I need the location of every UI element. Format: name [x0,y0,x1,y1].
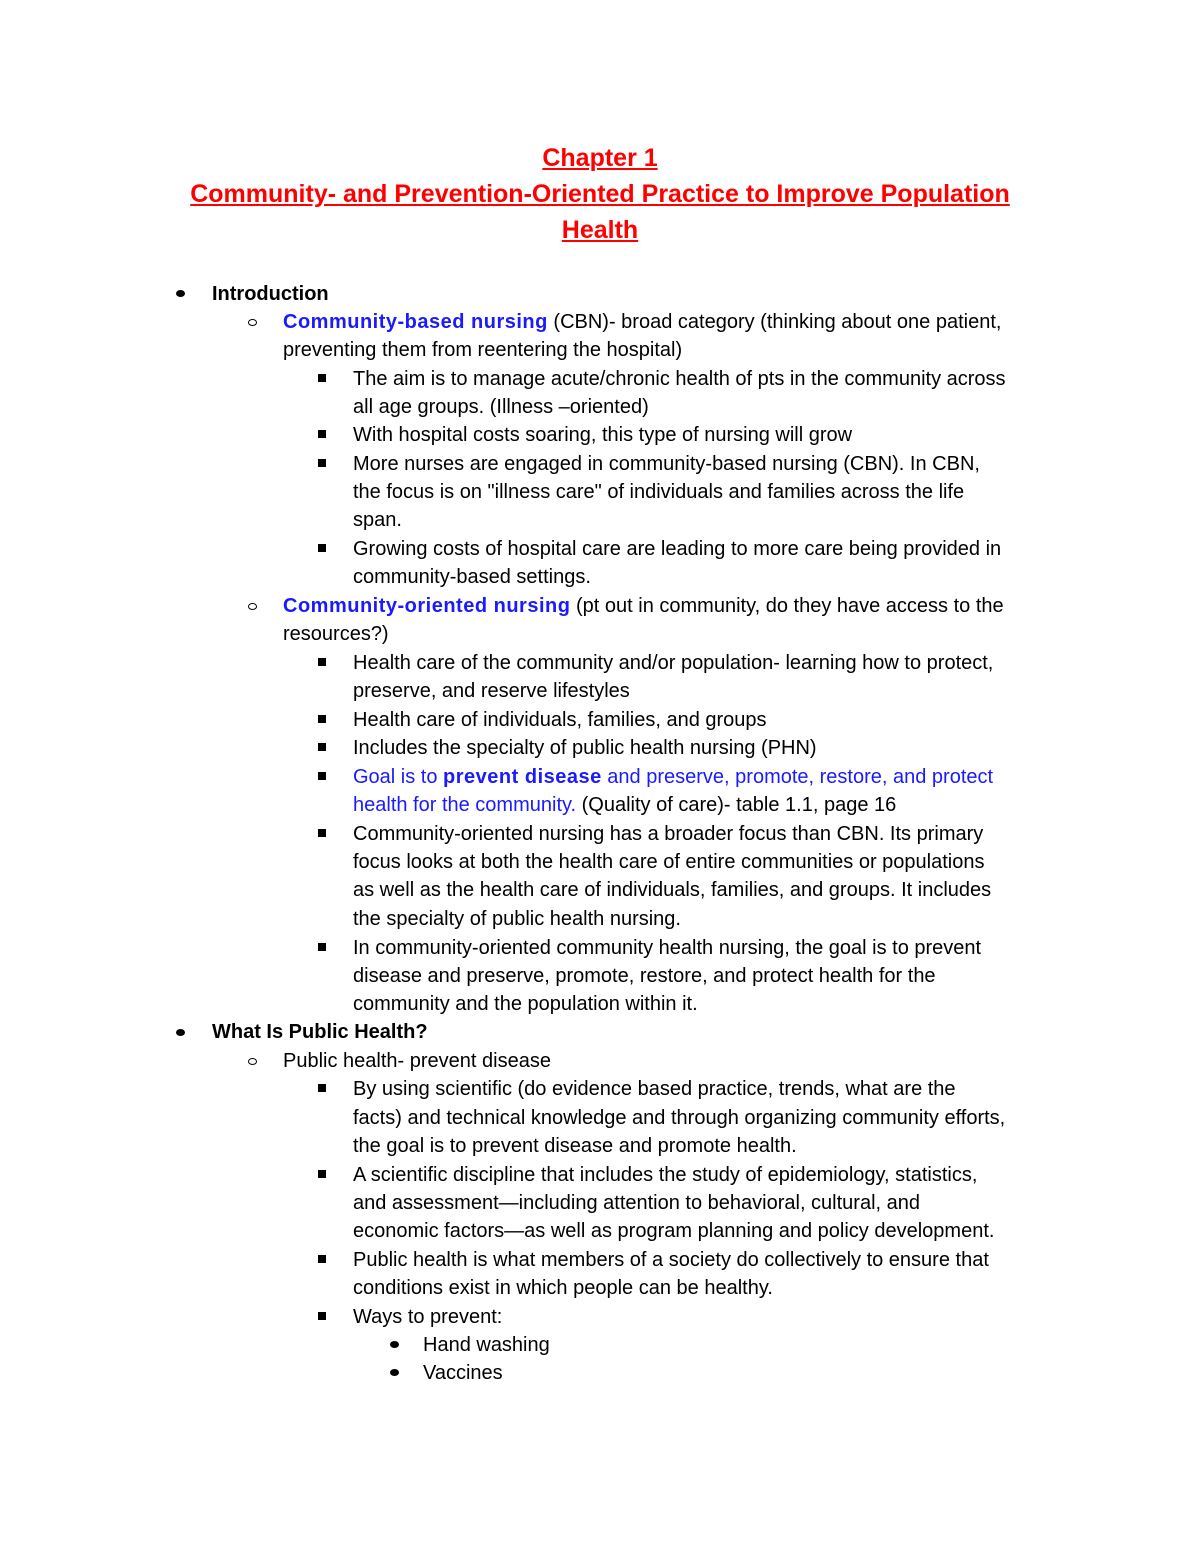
list-item: Health care of the community and/or population- learning how to protect, [353,652,994,674]
bullet-square-icon [318,943,326,951]
cbn-line2: preventing them from reentering the hospital) [283,339,683,361]
bullet-circle-icon [248,319,257,326]
bullet-square-icon [318,1312,326,1320]
list-item: The aim is to manage acute/chronic health of pts in the community across [353,368,1006,390]
goal-text: health for the community. [353,794,577,816]
list-item-cont: the focus is on "illness care" of individuals and families across the life [353,481,965,503]
bullet-dot-icon [390,1341,399,1348]
cbn-line1 [283,308,1001,336]
bullet-dot-icon [390,1369,399,1376]
list-item-cont: the goal is to prevent disease and promote health. [353,1135,797,1157]
list-item-cont: facts) and technical knowledge and through organizing community efforts, [353,1107,1006,1129]
list-item-cont: conditions exist in which people can be healthy. [353,1277,773,1299]
bullet-square-icon [318,658,326,666]
bullet-square-icon [318,1255,326,1263]
list-item: Public health is what members of a society do collectively to ensure that [353,1249,989,1271]
goal-line1 [353,763,993,791]
list-item: In community-oriented community health nursing, the goal is to prevent [353,937,982,959]
chapter-subtitle-line2: Health [561,216,639,244]
list-item-cont: and assessment—including attention to behavioral, cultural, and [353,1192,921,1214]
list-item-cont: community-based settings. [353,566,591,588]
bullet-square-icon [318,544,326,552]
bullet-circle-icon [248,1058,257,1065]
bullet-square-icon [318,459,326,467]
list-item: With hospital costs soaring, this type of nursing will grow [353,424,853,446]
list-item: Community-oriented nursing has a broader focus than CBN. Its primary [353,823,984,845]
list-item-cont: the specialty of public health nursing. [353,908,681,930]
public-health-sub: Public health- prevent disease [283,1050,551,1072]
goal-reference: (Quality of care)- table 1.1, page 16 [576,794,897,816]
list-item: By using scientific (do evidence based practice, trends, what are the [353,1078,956,1100]
con-line2: resources?) [283,623,389,645]
list-item-cont: economic factors—as well as program planning and policy development. [353,1220,995,1242]
term-community-based-nursing: Community-based nursing [283,311,548,333]
list-item-cont: span. [353,509,402,531]
bullet-square-icon [318,1084,326,1092]
section-heading-public-health: What Is Public Health? [212,1021,428,1043]
list-item-cont: preserve, and reserve lifestyles [353,680,630,702]
bullet-square-icon [318,715,326,723]
list-item: Ways to prevent: [353,1306,503,1328]
list-item-cont: as well as the health care of individuals, families, and groups. It includes [353,879,992,901]
list-item: A scientific discipline that includes the study of epidemiology, statistics, [353,1164,978,1186]
list-item-ways: Hand washing [423,1334,550,1356]
bullet-square-icon [318,1170,326,1178]
bullet-circle-icon [248,603,257,610]
list-item-ways: Vaccines [423,1362,503,1384]
list-item: Health care of individuals, families, and groups [353,709,767,731]
chapter-subtitle-line1: Community- and Prevention-Oriented Practice to Improve Population [190,180,1010,208]
list-item-cont: community and the population within it. [353,993,698,1015]
section-heading-introduction: Introduction [212,283,329,305]
bullet-square-icon [318,430,326,438]
bullet-square-icon [318,743,326,751]
con-line1 [283,592,1004,620]
list-item: More nurses are engaged in community-based nursing (CBN). In CBN, [353,453,980,475]
bullet-dot-icon [176,290,185,297]
list-item-cont: disease and preserve, promote, restore, and protect health for the [353,965,936,987]
list-item-cont: focus looks at both the health care of entire communities or populations [353,851,985,873]
goal-text: Goal is to [353,766,444,788]
bullet-dot-icon [176,1029,185,1036]
bullet-square-icon [318,374,326,382]
bullet-square-icon [318,772,326,780]
list-item-cont: all age groups. (Illness –oriented) [353,396,649,418]
cbn-desc: (CBN)- broad category (thinking about one patient, [547,311,1002,333]
goal-line2 [353,791,896,819]
bullet-square-icon [318,829,326,837]
term-community-oriented-nursing: Community-oriented nursing [283,595,571,617]
list-item: Includes the specialty of public health nursing (PHN) [353,737,817,759]
goal-emphasis: prevent disease [443,766,602,788]
con-desc: (pt out in community, do they have access to the [570,595,1004,617]
goal-text: and preserve, promote, restore, and protect [601,766,994,788]
list-item: Growing costs of hospital care are leading to more care being provided in [353,538,1002,560]
chapter-title: Chapter 1 [542,144,658,172]
